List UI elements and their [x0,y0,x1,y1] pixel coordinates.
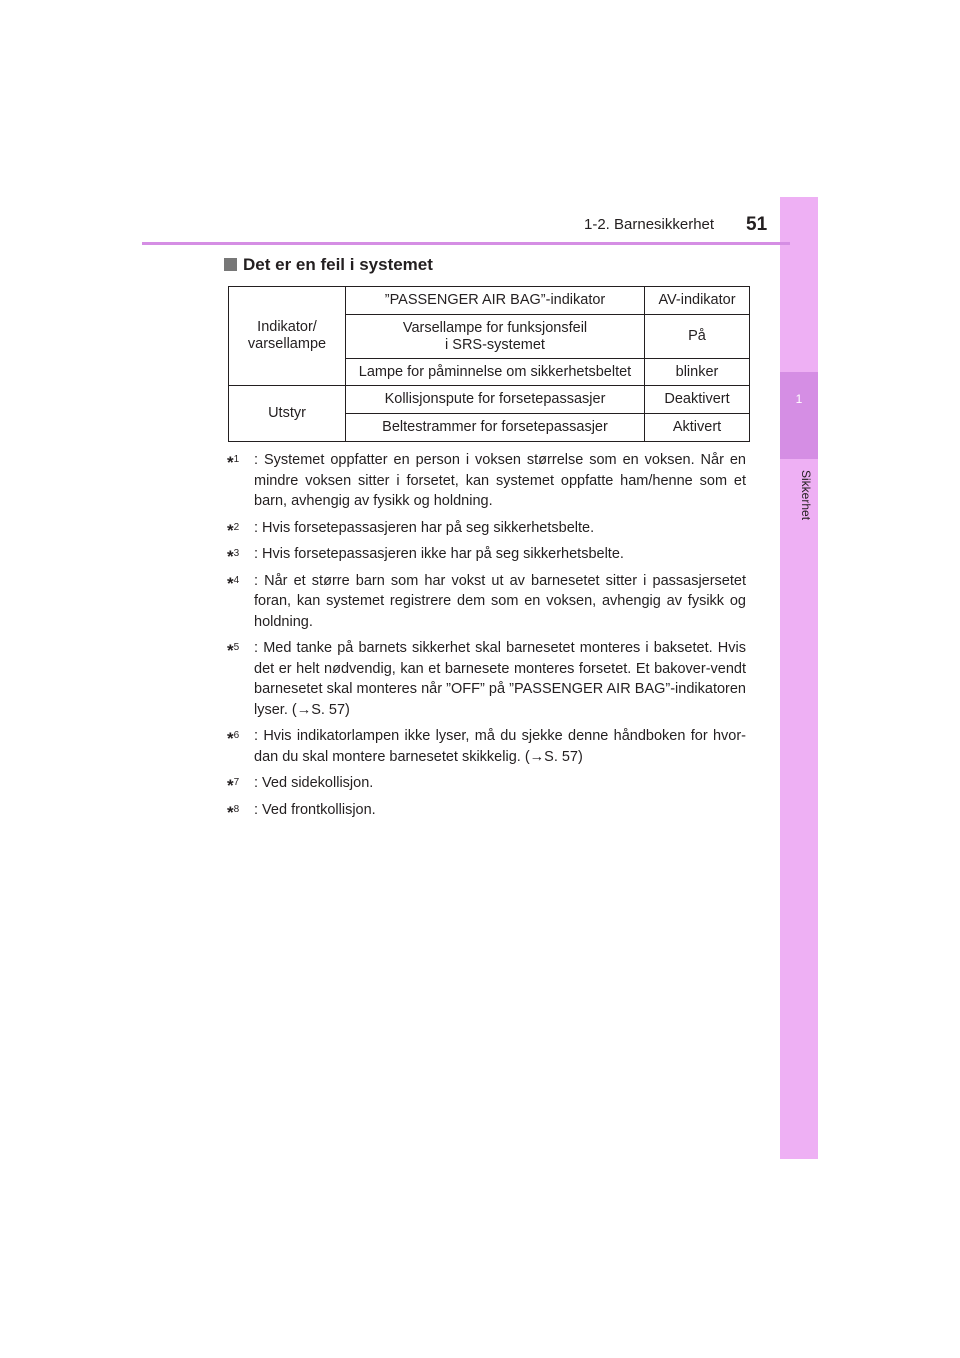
header-rule [142,242,790,245]
footnote [227,518,746,539]
table-cell-value: På [645,315,750,359]
footnote-list [227,450,746,826]
footnote-marker: *$^8$ [227,802,240,822]
footnote [227,571,746,633]
footnote-marker: *$^7$ [227,776,240,795]
status-table [228,286,750,442]
footnote-marker: *$^3$ [227,547,240,566]
footnote-text: : Ved sidekollisjon. [254,775,374,791]
table-cell-item: Kollisjonspute for forsetepassasjer [346,386,645,414]
row-group-label: Indikator/ varsellampe [229,287,346,386]
chapter-side-tab [780,197,818,1159]
footnote-text: : Hvis forsetepassasjeren ikke har på seg sikkerhetsbelte. [254,546,624,562]
footnote-marker: *$^2$ [227,520,240,540]
chapter-label: Sikkerhet [799,470,813,521]
row-group-label: Utstyr [229,386,346,442]
footnote-text: : Hvis indikatorlampen ikke lyser, må du sjekke denne håndboken for hvor-dan du skal montere barnesetet skikkelig. (→S. 57) [254,728,746,765]
section-heading-text: Det er en feil i systemet [243,255,433,274]
chapter-indicator [780,372,818,459]
footnote-marker: *$^4$ [227,573,240,593]
footnote [227,800,746,821]
table-cell-value: blinker [645,359,750,386]
footnote-marker: *$^1$ [227,453,240,472]
section-heading [224,255,433,275]
table-cell-item: Varsellampe for funksjonsfeil i SRS-systemet [346,315,645,359]
footnote-text: : Systemet oppfatter en person i voksen størrelse som en voksen. Når en mindre voksen sitter i forsetet, kan systemet oppfatte ham/henne som et barn, avhengig av fysikk og holdning. [254,452,746,509]
table-cell-item: Lampe for påminnelse om sikkerhetsbeltet [346,359,645,386]
table-cell-item: Beltestrammer for forsetepassasjer [346,414,645,442]
footnote [227,638,746,720]
footnote-marker: *$^6$ [227,729,240,748]
footnote-text: : Med tanke på barnets sikkerhet skal barnesetet monteres i baksetet. Hvis det er helt nødvendig, kan et barnesete monteres forsetet. Et bakover-vendt barnesetet skal monteres når ”OFF” på ”PASSENGER AIR BAG”-indikatoren lyser. (→S. 57) [254,640,746,718]
footnote [227,726,746,767]
table-row [229,386,750,414]
bullet-square-icon [224,258,237,271]
table-cell-value: AV-indikator [645,287,750,315]
footnote-marker: *$^5$ [227,641,240,660]
footnote [227,773,746,794]
footnote [227,544,746,565]
table-row [229,287,750,315]
running-header: 1-2. Barnesikkerhet [584,216,715,233]
footnote [227,450,746,512]
table-cell-item: ”PASSENGER AIR BAG”-indikator [346,287,645,315]
table-cell-value: Deaktivert [645,386,750,414]
footnote-text: : Hvis forsetepassasjeren har på seg sikkerhetsbelte. [254,519,595,536]
footnote-text: : Når et større barn som har vokst ut av barnesetet sitter i passasjersetet foran, kan systemet registrere dem som en voksen, avhengig av fysikk og holdning. [254,572,746,630]
chapter-number: 1 [795,392,803,406]
table-cell-value: Aktivert [645,414,750,442]
page-number: 51 [746,214,768,235]
footnote-text: : Ved frontkollisjon. [254,801,376,818]
